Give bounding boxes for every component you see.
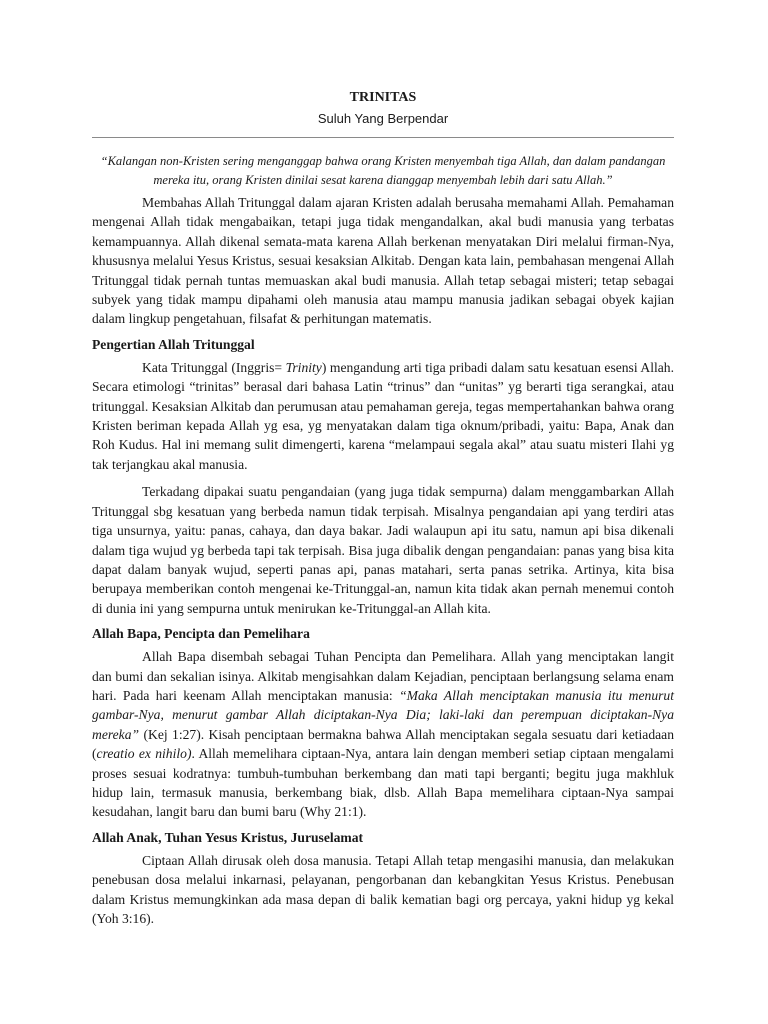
text-run: Allah Bapa disembah sebagai Tuhan Pencipta dan Pemelihara. Allah yang menciptakan langit dan bumi dan sekalian isinya. Alkitab mengisahkan dalam Kejadian, penciptaan berlangsung selama enam hari. Pada hari keenam Allah menciptakan manusia: [92, 649, 674, 703]
intro-paragraph: Membahas Allah Tritunggal dalam ajaran Kristen adalah berusaha memahami Allah. Pemahaman mengenai Allah tidak mengabaikan, tetapi juga tidak mengandalkan, akal budi manusia yang terbatas kemampuannya. Allah dikenal semata-mata karena Allah berkenan menyatakan Diri melalui firman-Nya, khususnya melalui Yesus Kristus, sesuai kesaksian Alkitab. Dengan kata lain, pembahasan mengenai Allah Tritunggal tidak pernah tuntas memuaskan akal budi manusia. Allah tetap sebagai misteri; tetap sebagai subyek yang tidak mampu dipahami oleh manusia atau mampu manusia jadikan sebagai obyek kajian dalam lingkup pengetahuan, filsafat & perhitungan matematis. [92, 195, 674, 327]
document-subtitle: Suluh Yang Berpendar [317, 111, 449, 126]
paragraph-allah-bapa [92, 647, 674, 822]
section-heading-pengertian: Pengertian Allah Tritunggal [92, 336, 255, 352]
document-content [92, 88, 674, 928]
opening-quote: “Kalangan non-Kristen sering menganggap bahwa orang Kristen menyembah tiga Allah, dan dalam pandangan mereka itu, orang Kristen dinilai sesat karena dianggap menyembah lebih dari satu Allah.” [100, 154, 666, 187]
paragraph-pengertian-2: Terkadang dipakai suatu pengandaian (yang juga tidak sempurna) dalam menggambarkan Allah Tritunggal sbg kesatuan yang berbeda namun tidak terpisah. Misalnya pengandaian api yang terdiri atas tiga unsurnya, yaitu: panas, cahaya, dan daya bakar. Jadi walaupun api itu satu, namun api bisa dikenali dalam tiga wujud yg berbeda tapi tak terpisah. Bisa juga dibalik dengan pengandaian: panas yang bisa kita dapat dalam banyak wujud, seperti panas api, panas matahari, serta panas setrika. Artinya, kita bisa berupaya memberikan contoh mengenai ke-Tritunggal-an, namun kita tidak akan pernah menemui contoh di dunia ini yang sempurna untuk menirukan ke-Tritunggal-an Allah kita. [92, 484, 674, 616]
text-run-italic: “Maka Allah menciptakan manusia itu menurut gambar-Nya, menurut gambar Allah diciptakan-Nya Dia; laki-laki dan perempuan diciptakan-Nya mereka” [92, 687, 674, 742]
text-run-italic: Trinity [285, 359, 322, 375]
text-run-italic: creatio ex nihilo) [96, 746, 192, 762]
text-run: Kata Tritunggal (Inggris= [142, 359, 286, 375]
text-run: (Kej 1:27). Kisah penciptaan bermakna bahwa Allah menciptakan segala sesuatu dari ketiadaan ( [92, 726, 674, 762]
text-run: ) mengandung arti tiga pribadi dalam satu kesatuan esensi Allah. Secara etimologi “trinitas” berasal dari bahasa Latin “trinus” dan “unitas” yg berarti tiga serangkai, atau tritunggal. Kesaksian Alkitab dan perumusan atau pemahaman gereja, tegas mempertahankan bahwa orang Kristen beriman kepada Allah yg esa, yg menyatakan dalam tiga oknum/pribadi, yaitu: Bapa, Anak dan Roh Kudus. Hal ini memang sulit dimengerti, karena “melampaui segala akal” atau suatu misteri Ilahi yg tak terjangkau akal manusia. [92, 359, 674, 472]
paragraph-allah-anak: Ciptaan Allah dirusak oleh dosa manusia. Tetapi Allah tetap mengasihi manusia, dan melakukan penebusan dosa melalui inkarnasi, pelayanan, pengorbanan dan kebangkitan Yesus Kristus. Penebusan dalam Kristus memungkinkan ada masa depan di balik kematian bagi org percaya, yakni hidup yg kekal (Yoh 3:16). [92, 852, 674, 926]
paragraph-pengertian-1 [92, 358, 674, 474]
section-heading-allah-bapa: Allah Bapa, Pencipta dan Pemelihara [92, 626, 310, 642]
document-title: TRINITAS [349, 90, 417, 105]
title-divider [92, 137, 674, 138]
text-run: . Allah memelihara ciptaan-Nya, antara lain dengan memberi setiap ciptaan mengalami proses sesuai kodratnya: tumbuh-tumbuhan berkembang dan mati tapi berganti; begitu juga makhluk hidup lain, termasuk manusia, berkembang biak, dlsb. Allah Bapa memelihara ciptaan-Nya sampai kesudahan, langit baru dan bumi baru (Why 21:1). [92, 746, 674, 820]
section-heading-allah-anak: Allah Anak, Tuhan Yesus Kristus, Juruselamat [92, 829, 364, 845]
